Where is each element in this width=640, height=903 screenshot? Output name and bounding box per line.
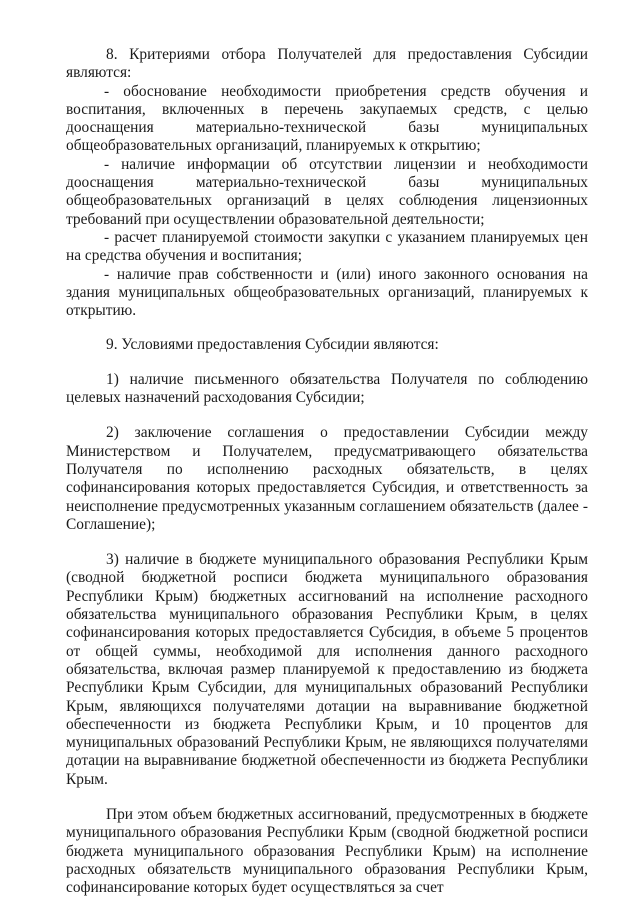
section-9-condition-2: 2) заключение соглашения о предоставлении Субсидии между Министерством и Получателем, предусматривающего обязательства Получателя по исполнению расходных обязательств, в целях софинансирования которых предоставляется Субсидия, и ответственность за неисполнение предусмотренных указанным соглашением обязательств (далее - Соглашение); (66, 424, 588, 533)
section-9-condition-1: 1) наличие письменного обязательства Получателя по соблюдению целевых назначений расходования Субсидии; (66, 370, 588, 407)
section-9-condition-3: 3) наличие в бюджете муниципального образования Республики Крым (сводной бюджетной росписи бюджета муниципального образования Республики Крым) бюджетных ассигнований на исполнение расходного обязательства муниципального образования Республики Крым, в целях софинансирования которых предоставляется Субсидия, в объеме 5 процентов от общей суммы, необходимой для исполнения данного расходного обязательства, включая размер планируемой к предоставлению из бюджета Республики Крым Субсидии, для муниципальных образований Республики Крым, являющихся получателями дотации на выравнивание бюджетной обеспеченности из бюджета Республики Крым, и 10 процентов для муниципальных образований Республики Крым, не являющихся получателями дотации на выравнивание бюджетной обеспеченности из бюджета Республики Крым. (66, 551, 588, 788)
document-page (66, 46, 588, 897)
section-8-criterion-2: - наличие информации об отсутствии лицензии и необходимости дооснащения материально-технической базы муниципальных общеобразовательных организаций в целях соблюдения лицензионных требований при осуществлении образовательной деятельности; (66, 155, 588, 228)
section-9-heading: 9. Условиями предоставления Субсидии являются: (106, 336, 439, 354)
section-8-criterion-1: - обоснование необходимости приобретения средств обучения и воспитания, включенных в перечень закупаемых средств, с целью дооснащения материально-технической базы муниципальных общеобразовательных организаций, планируемых к открытию; (66, 82, 588, 155)
section-8-heading: 8. Критериями отбора Получателей для предоставления Субсидии являются: (66, 46, 588, 82)
closing-paragraph: При этом объем бюджетных ассигнований, предусмотренных в бюджете муниципального образования Республики Крым (сводной бюджетной росписи бюджета муниципального образования Республики Крым) на исполнение расходных обязательств муниципального образования Республики Крым, софинансирование которых будет осуществляться за счет (66, 805, 588, 897)
section-8-criterion-4: - наличие прав собственности и (или) иного законного основания на здания муниципальных общеобразовательных организаций, планируемых к открытию. (66, 265, 588, 320)
section-8-criterion-3: - расчет планируемой стоимости закупки с указанием планируемых цен на средства обучения и воспитания; (66, 228, 588, 265)
